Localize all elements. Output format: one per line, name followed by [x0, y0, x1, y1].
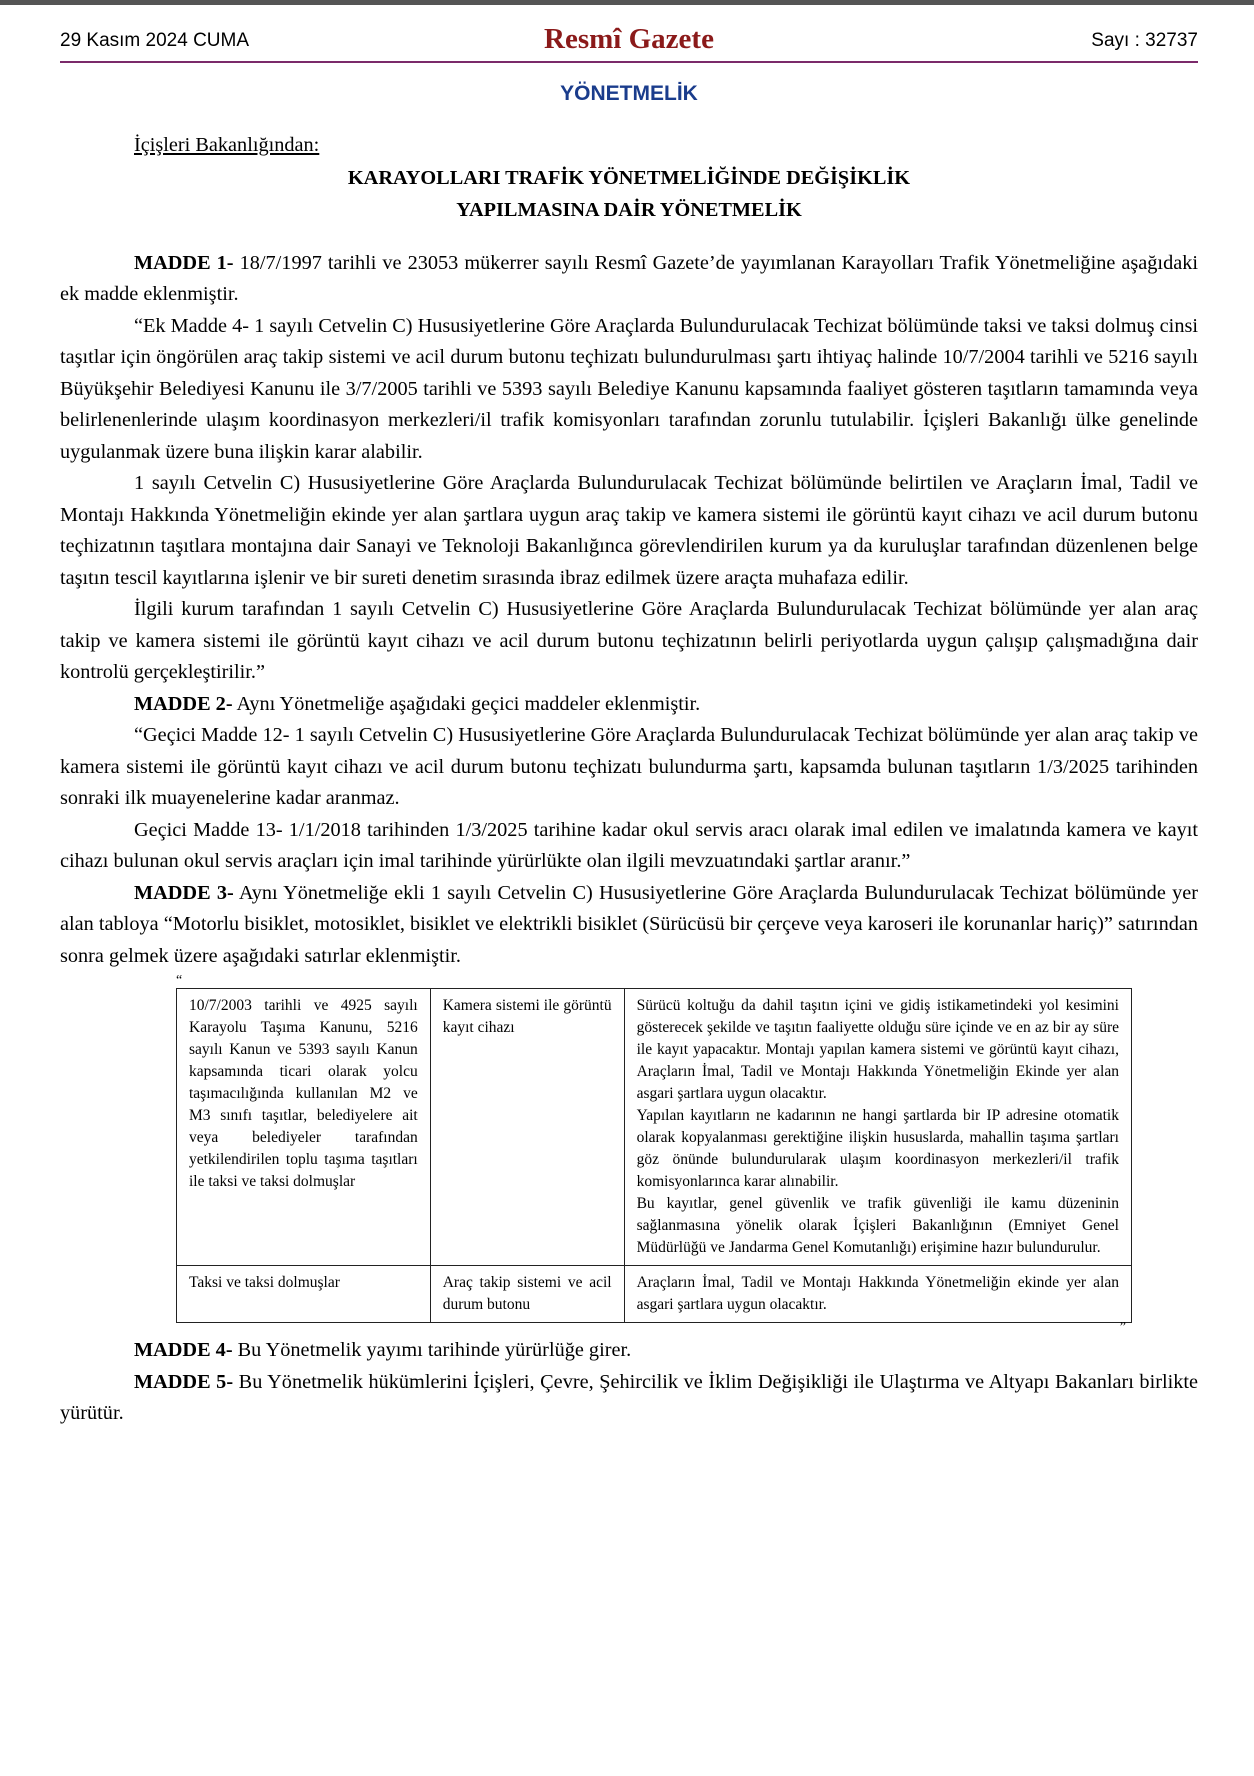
ministry-name: İçişleri Bakanlığından:	[134, 134, 320, 156]
article-text: 18/7/1997 tarihli ve 23053 mükerrer sayılı Resmî Gazete’de yayımlanan Karayolları Trafik Yönetmeliğine aşağıdaki ek madde eklenmiştir.	[60, 251, 1198, 305]
article-text: Aynı Yönetmeliğe ekli 1 sayılı Cetvelin C) Hususiyetlerine Göre Araçlarda Bulundurulacak Techizat bölümünde yer alan tabloya “Motorlu bisiklet, motosiklet, bisiklet ve elektrikli bisiklet (Sürücüsü bir çerçeve veya karoseri ile korunanlar hariç)” satırından sonra gelmek üzere aşağıdaki satırlar eklenmiştir.	[60, 881, 1198, 967]
article-3	[60, 878, 1198, 973]
header-divider	[60, 61, 1198, 63]
article-label: MADDE 1-	[134, 251, 234, 274]
article-label: MADDE 5-	[134, 1370, 234, 1393]
condition-text: Yapılan kayıtların ne kadarının ne hangi şartlarda bir IP adresine otomatik olarak kopyalanması gerektiğine ilişkin hususlarda, mahallin taşıma şartları göz önünde bulundurularak ulaşım koordinasyon merkezleri/il trafik komisyonlarınca karar alınabilir.	[636, 1107, 1119, 1190]
table-close-quote: ”	[1119, 1320, 1126, 1335]
article-text: Bu Yönetmelik hükümlerini İçişleri, Çevre, Şehircilik ve İklim Değişikliği ile Ulaştırma ve Altyapı Bakanları birlikte yürütür.	[60, 1370, 1199, 1424]
article-5	[60, 1367, 1198, 1430]
article-text: Bu Yönetmelik yayımı tarihinde yürürlüğe girer.	[232, 1339, 632, 1361]
table-cell-vehicle: Taksi ve taksi dolmuşlar	[177, 1266, 431, 1323]
table-cell-conditions	[624, 989, 1131, 1266]
article-label: MADDE 4-	[134, 1339, 233, 1361]
regulation-title-line-1: KARAYOLLARI TRAFİK YÖNETMELİĞİNDE DEĞİŞİKLİK	[347, 166, 911, 189]
gazette-header	[60, 20, 1198, 62]
article-1	[60, 248, 1198, 311]
table-cell-equipment: Araç takip sistemi ve acil durum butonu	[430, 1266, 624, 1323]
document-body	[60, 130, 1198, 1430]
equipment-table-wrapper	[176, 988, 1132, 1335]
regulation-title	[60, 162, 1198, 226]
ek-madde-4-paragraph-3: İlgili kurum tarafından 1 sayılı Cetvelin C) Hususiyetlerine Göre Araçlarda Bulundurulacak Techizat bölümünde yer alan araç takip ve kamera sistemi ile görüntü kayıt cihazı ve acil durum butonu teçhizatının belirli periyotlarda uygun çalışıp çalışmadığına dair kontrolü gerçekleştirilir.”	[60, 598, 1198, 683]
condition-text: Sürücü koltuğu da dahil taşıtın içini ve gidiş istikametindeki yol kesimini gösterecek şekilde ve taşıtın faaliyette olduğu süre içinde ve en az bir ay süre ile kayıt yapacaktır. Montajı yapılan kamera sistemi ve görüntü kayıt cihazı, Araçların İmal, Tadil ve Montajı Hakkında Yönetmeliğin Ekinde yer alan asgari şartlara uygun olacaktır.	[636, 997, 1119, 1102]
article-text: Aynı Yönetmeliğe aşağıdaki geçici maddeler eklenmiştir.	[232, 692, 701, 715]
article-label: MADDE 3-	[134, 881, 234, 904]
gecici-madde-12: “Geçici Madde 12- 1 sayılı Cetvelin C) Hususiyetlerine Göre Araçlarda Bulundurulacak Techizat bölümünde yer alan araç takip ve kamera sistemi ile görüntü kayıt cihazı ve acil durum butonu teçhizatı bulundurma şartı, kapsamda bulunan taşıtların 1/3/2025 tarihinden sonraki ilk muayenelerine kadar aranmaz.	[60, 724, 1198, 809]
table-open-quote: “	[176, 973, 183, 988]
table-row	[177, 1266, 1132, 1323]
issue-number: Sayı : 32737	[1091, 30, 1198, 51]
article-2	[60, 689, 1198, 721]
condition-text: Bu kayıtlar, genel güvenlik ve trafik güvenliği ile kamu düzeninin sağlanmasına yönelik olarak İçişleri Bakanlığının (Emniyet Genel Müdürlüğü ve Jandarma Genel Komutanlığı) erişimine hazır bulundurulur.	[636, 1195, 1119, 1256]
issue-date: 29 Kasım 2024 CUMA	[60, 30, 250, 51]
ek-madde-4-paragraph-2: 1 sayılı Cetvelin C) Hususiyetlerine Göre Araçlarda Bulundurulacak Techizat bölümünde belirtilen ve Araçların İmal, Tadil ve Montajı Hakkında Yönetmeliğin ekinde yer alan şartlara uygun araç takip ve kamera sistemi ile görüntü kayıt cihazı ve acil durum butonu teçhizatının taşıtlara montajına dair Sanayi ve Teknoloji Bakanlığınca görevlendirilen kurum ya da kuruluşlar tarafından düzenlenen belge taşıtın tescil kayıtlarına işlenir ve bir sureti denetim sırasında ibraz edilmek üzere araçta muhafaza edilir.	[60, 472, 1198, 589]
table-cell-conditions	[624, 1266, 1131, 1323]
article-4	[60, 1335, 1198, 1367]
ek-madde-4-paragraph-1: “Ek Madde 4- 1 sayılı Cetvelin C) Hususiyetlerine Göre Araçlarda Bulundurulacak Techizat bölümünde taksi ve taksi dolmuş cinsi taşıtlar için öngörülen araç takip sistemi ve acil durum butonu teçhizatı bulundurulması şartı ihtiyaç halinde 10/7/2004 tarihli ve 5216 sayılı Büyükşehir Belediyesi Kanunu ile 3/7/2005 tarihli ve 5393 sayılı Belediye Kanunu kapsamında faaliyet gösteren taşıtların tamamında veya belirlenenlerinde ulaşım koordinasyon merkezleri/il trafik komisyonları tarafından zorunlu tutulabilir. İçişleri Bakanlığı ülke genelinde uygulanmak üzere buna ilişkin karar alabilir.	[60, 314, 1198, 463]
condition-text: Araçların İmal, Tadil ve Montajı Hakkında Yönetmeliğin ekinde yer alan asgari şartlara uygun olacaktır.	[636, 1274, 1119, 1313]
table-cell-equipment: Kamera sistemi ile görüntü kayıt cihazı	[430, 989, 624, 1266]
equipment-table	[176, 988, 1132, 1323]
article-label: MADDE 2-	[134, 692, 233, 715]
gazette-title: Resmî Gazete	[544, 23, 714, 55]
section-title: YÖNETMELİK	[560, 82, 698, 105]
gecici-madde-13: Geçici Madde 13- 1/1/2018 tarihinden 1/3/2025 tarihine kadar okul servis aracı olarak imal edilen ve imalatında kamera ve kayıt cihazı bulunan okul servis araçları için imal tarihinde yürürlükte olan ilgili mevzuatındaki şartlar aranır.”	[60, 818, 1198, 872]
table-cell-vehicle: 10/7/2003 tarihli ve 4925 sayılı Karayolu Taşıma Kanunu, 5216 sayılı Kanun ve 5393 sayılı Kanun kapsamında ticari olarak yolcu taşımacılığında kullanılan M2 ve M3 sınıfı taşıtlar, belediyelere ait veya belediyeler tarafından yetkilendirilen toplu taşıma taşıtları ile taksi ve taksi dolmuşlar	[177, 989, 431, 1266]
regulation-title-line-2: YAPILMASINA DAİR YÖNETMELİK	[456, 198, 802, 221]
table-row	[177, 989, 1132, 1266]
top-bar	[0, 0, 1254, 5]
